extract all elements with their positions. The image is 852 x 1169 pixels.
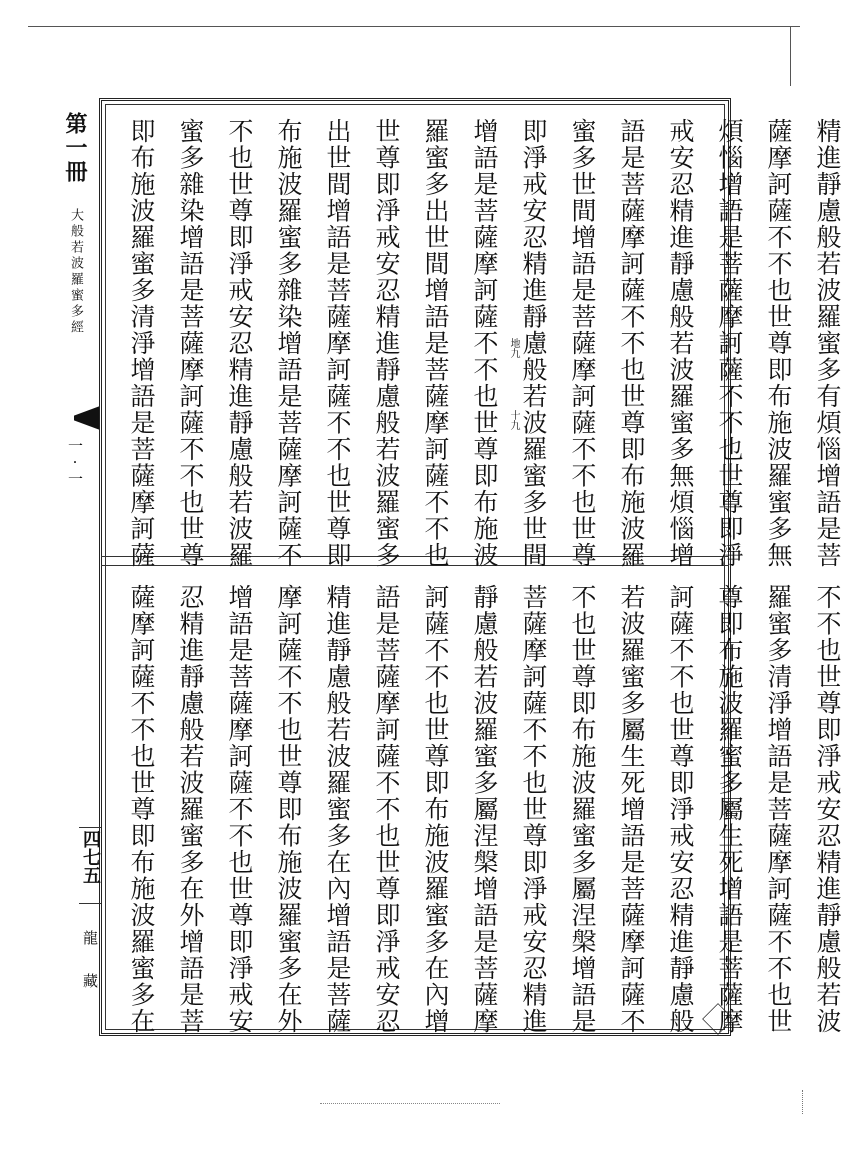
text-column: 精進靜慮般若波羅蜜多有煩惱增語是菩 bbox=[813, 118, 842, 569]
text-column: 不也世尊即布施波羅蜜多屬涅槃增語是 bbox=[568, 584, 597, 1035]
bottom-dotted-line bbox=[320, 1103, 500, 1105]
text-column: 菩薩摩訶薩不不也世尊即淨戒安忍精進 bbox=[519, 584, 548, 1035]
text-column: 即淨戒安忍精進靜慮般若波羅蜜多世間 bbox=[519, 118, 548, 569]
margin-note: 地九 bbox=[508, 338, 519, 358]
volume-label: 第一冊 bbox=[62, 112, 88, 184]
text-column: 蜜多雜染增語是菩薩摩訶薩不不也世尊 bbox=[176, 118, 205, 569]
text-column: 增語是菩薩摩訶薩不不也世尊即布施波 bbox=[470, 118, 499, 569]
page-number: 四七五 bbox=[80, 830, 101, 884]
text-column: 布施波羅蜜多雜染增語是菩薩摩訶薩不 bbox=[274, 118, 303, 569]
text-column: 戒安忍精進靜慮般若波羅蜜多無煩惱增 bbox=[666, 118, 695, 569]
text-column: 精進靜慮般若波羅蜜多在內增語是菩薩 bbox=[323, 584, 352, 1035]
text-column: 尊即布施波羅蜜多屬生死增語是菩薩摩 bbox=[715, 584, 744, 1035]
collection-mark: 龍藏 bbox=[81, 930, 99, 1016]
text-column: 蜜多世間增語是菩薩摩訶薩不不也世尊 bbox=[568, 118, 597, 569]
text-column: 靜慮般若波羅蜜多屬涅槃增語是菩薩摩 bbox=[470, 584, 499, 1035]
text-column: 增語是菩薩摩訶薩不不也世尊即淨戒安 bbox=[225, 584, 254, 1035]
text-column: 煩惱增語是菩薩摩訶薩不不也世尊即淨 bbox=[715, 118, 744, 569]
text-column: 薩摩訶薩不不也世尊即布施波羅蜜多無 bbox=[764, 118, 793, 569]
right-dotted-line bbox=[802, 1090, 804, 1114]
text-column: 薩摩訶薩不不也世尊即布施波羅蜜多在 bbox=[127, 584, 156, 1035]
text-column: 世尊即淨戒安忍精進靜慮般若波羅蜜多 bbox=[372, 118, 401, 569]
right-rule bbox=[790, 26, 791, 86]
text-column: 摩訶薩不不也世尊即布施波羅蜜多在外 bbox=[274, 584, 303, 1035]
text-column: 羅蜜多清淨增語是菩薩摩訶薩不不也世 bbox=[764, 584, 793, 1035]
text-column: 忍精進靜慮般若波羅蜜多在外增語是菩 bbox=[176, 584, 205, 1035]
sutra-title: 大般若波羅蜜多經 bbox=[68, 208, 83, 336]
text-column: 訶薩不不也世尊即布施波羅蜜多在內增 bbox=[421, 584, 450, 1035]
upper-text-block bbox=[117, 118, 852, 569]
text-column: 出世間增語是菩薩摩訶薩不不也世尊即 bbox=[323, 118, 352, 569]
text-column: 不也世尊即淨戒安忍精進靜慮般若波羅 bbox=[225, 118, 254, 569]
text-column: 若波羅蜜多屬生死增語是菩薩摩訶薩不 bbox=[617, 584, 646, 1035]
page-marker: 一·一 bbox=[66, 438, 84, 486]
text-column: 語是菩薩摩訶薩不不也世尊即布施波羅 bbox=[617, 118, 646, 569]
text-column: 不不也世尊即淨戒安忍精進靜慮般若波 bbox=[813, 584, 842, 1035]
text-column: 訶薩不不也世尊即淨戒安忍精進靜慮般 bbox=[666, 584, 695, 1035]
text-column: 語是菩薩摩訶薩不不也世尊即淨戒安忍 bbox=[372, 584, 401, 1035]
fishtail-mark bbox=[74, 406, 100, 430]
text-column: 即布施波羅蜜多清淨增語是菩薩摩訶薩 bbox=[127, 118, 156, 569]
top-rule bbox=[28, 26, 800, 27]
lower-text-block bbox=[117, 584, 852, 1035]
text-column: 羅蜜多出世間增語是菩薩摩訶薩不不也 bbox=[421, 118, 450, 569]
margin-note: 十九 bbox=[508, 410, 519, 430]
